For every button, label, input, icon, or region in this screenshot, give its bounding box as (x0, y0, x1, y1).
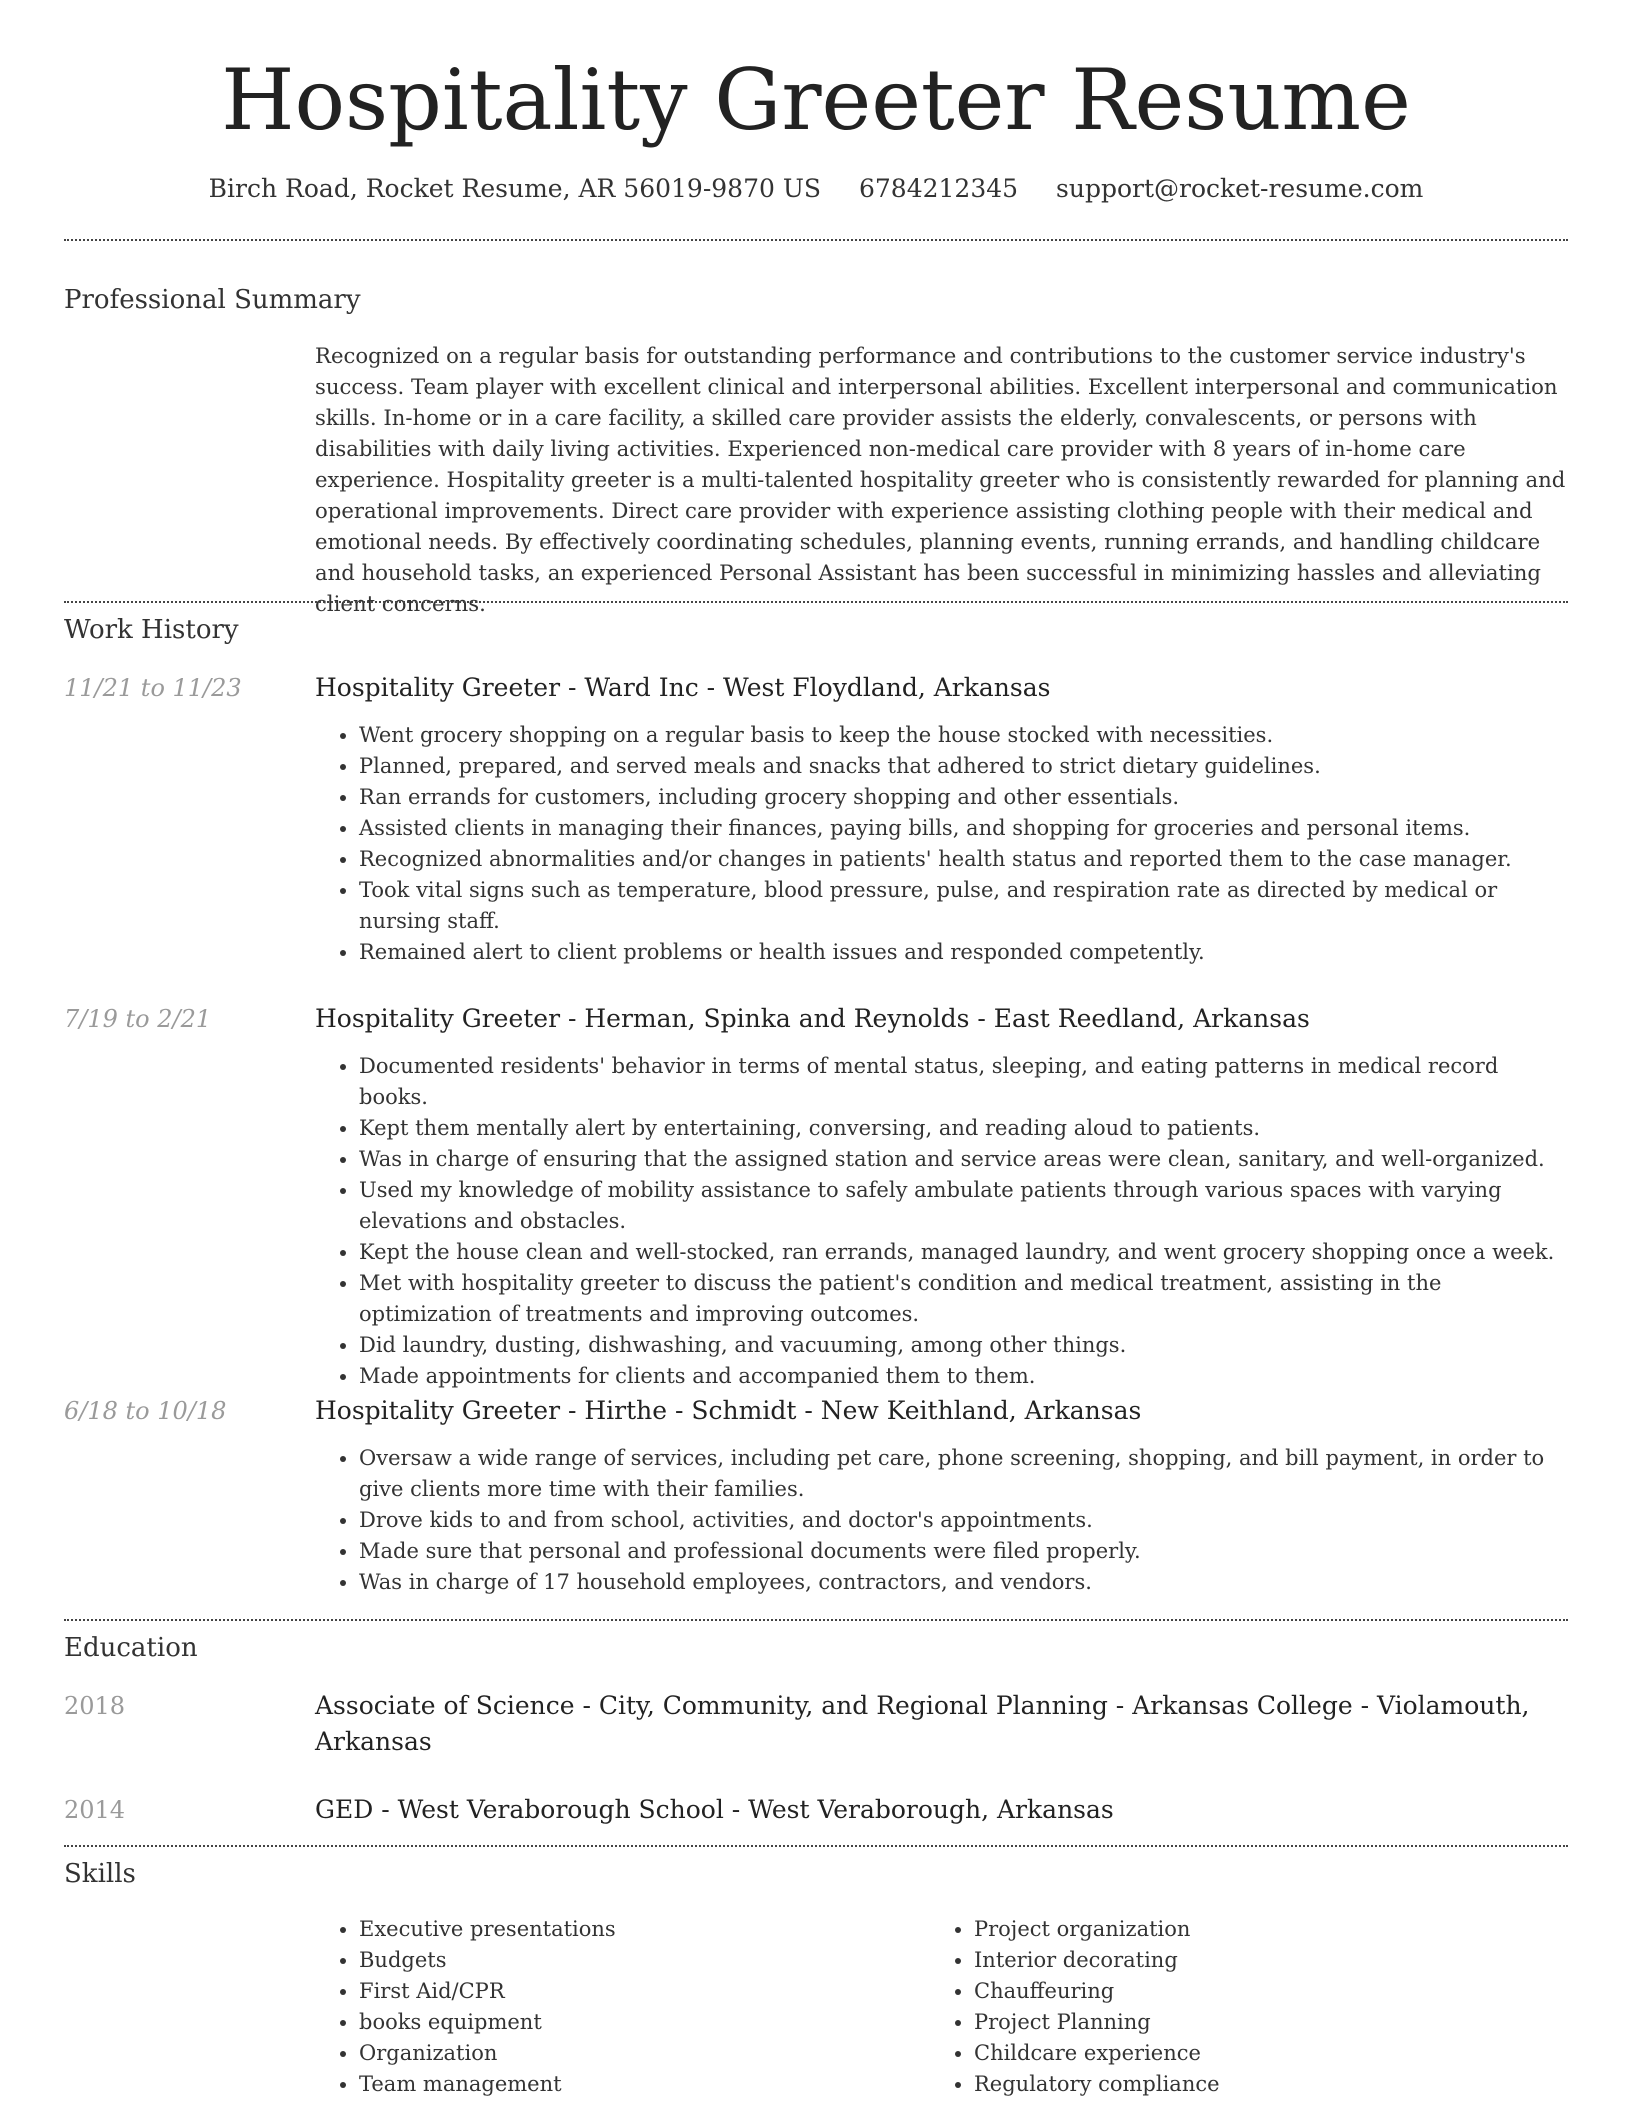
job-title: Hospitality Greeter - Herman, Spinka and Reynolds - East Reedland, Arkansas (315, 1004, 1310, 1033)
skill-item: • Project Planning (974, 2007, 1490, 2038)
job-title: Hospitality Greeter - Hirthe - Schmidt - New Keithland, Arkansas (315, 1396, 1142, 1425)
job-bullet: • Drove kids to and from school, activities, and doctor's appointments. (359, 1505, 1568, 1536)
job-bullet: • Met with hospitality greeter to discuss the patient's condition and medical treatment, assisting in the optimization of treatments and improving outcomes. (359, 1268, 1568, 1330)
education-year: 2014 (64, 1796, 126, 1824)
divider (64, 1845, 1568, 1847)
job-dates: 7/19 to 2/21 (64, 1005, 212, 1033)
divider (64, 1619, 1568, 1621)
job-title: Hospitality Greeter - Ward Inc - West Floydland, Arkansas (315, 673, 1051, 702)
job-bullet: • Made appointments for clients and accompanied them to them. (359, 1361, 1568, 1392)
job-bullet: • Went grocery shopping on a regular basis to keep the house stocked with necessities. (359, 720, 1568, 751)
section-title-work-history: Work History (64, 615, 239, 645)
resume-title: Hospitality Greeter Resume (221, 51, 1411, 149)
job-bullet: • Was in charge of ensuring that the assigned station and service areas were clean, sanitary, and well-organized. (359, 1144, 1568, 1175)
skill-item: • Project organization (974, 1914, 1490, 1945)
skill-item: • books equipment (359, 2007, 875, 2038)
skill-item: • Executive presentations (359, 1914, 875, 1945)
skill-item: • First Aid/CPR (359, 1976, 875, 2007)
skill-item: • Budgets (359, 1945, 875, 1976)
job-bullets (315, 1051, 1568, 1392)
job-bullet: • Recognized abnormalities and/or changes in patients' health status and reported them to the case manager. (359, 844, 1568, 875)
job-bullet: • Assisted clients in managing their finances, paying bills, and shopping for groceries and personal items. (359, 813, 1568, 844)
contact-line (0, 171, 1632, 207)
skill-item: • Organization (359, 2038, 875, 2069)
divider (64, 601, 1568, 603)
job-bullet: • Planned, prepared, and served meals and snacks that adhered to strict dietary guidelines. (359, 751, 1568, 782)
section-title-skills: Skills (64, 1859, 136, 1889)
job-dates: 11/21 to 11/23 (64, 674, 242, 702)
education-entry: Associate of Science - City, Community, and Regional Planning - Arkansas College - Violamouth, Arkansas (315, 1691, 1530, 1756)
job-bullets (315, 720, 1568, 968)
job-bullet: • Used my knowledge of mobility assistance to safely ambulate patients through various spaces with varying elevations and obstacles. (359, 1175, 1568, 1237)
skill-item: • Team management (359, 2069, 875, 2100)
job-bullets (315, 1443, 1568, 1598)
skill-item: • Chauffeuring (974, 1976, 1490, 2007)
skills-list-left (315, 1914, 875, 2100)
job-bullet: • Remained alert to client problems or health issues and responded competently. (359, 937, 1568, 968)
job-bullet: • Did laundry, dusting, dishwashing, and vacuuming, among other things. (359, 1330, 1568, 1361)
summary-text: Recognized on a regular basis for outstanding performance and contributions to the customer service industry's success. Team player with excellent clinical and interpersonal abilities. Excellent interpersonal and communication skills. In-home or in a care facility, a skilled care provider assists the elderly, convalescents, or persons with disabilities with daily living activities. Experienced non-medical care provider with 8 years of in-home care experience. Hospitality greeter is a multi-talented hospitality greeter who is consistently rewarded for planning and operational improvements. Direct care provider with experience assisting clothing people with their medical and emotional needs. By effectively coordinating schedules, planning events, running errands, and handling childcare and household tasks, an experienced Personal Assistant has been successful in minimizing hassles and alleviating client concerns. (315, 343, 1566, 616)
contact-email: support@rocket-resume.com (1056, 174, 1424, 203)
job-bullet: • Took vital signs such as temperature, blood pressure, pulse, and respiration rate as directed by medical or nursing staff. (359, 875, 1568, 937)
skill-item: • Interior decorating (974, 1945, 1490, 1976)
skill-item: • Regulatory compliance (974, 2069, 1490, 2100)
section-title-summary: Professional Summary (64, 285, 361, 315)
job-bullet: • Ran errands for customers, including grocery shopping and other essentials. (359, 782, 1568, 813)
divider (64, 239, 1568, 241)
skill-item: • Childcare experience (974, 2038, 1490, 2069)
job-dates: 6/18 to 10/18 (64, 1397, 227, 1425)
job-bullet: • Documented residents' behavior in terms of mental status, sleeping, and eating patterns in medical record books. (359, 1051, 1568, 1113)
job-bullet: • Made sure that personal and professional documents were filed properly. (359, 1536, 1568, 1567)
skills-list-right (930, 1914, 1490, 2100)
job-bullet: • Kept them mentally alert by entertaining, conversing, and reading aloud to patients. (359, 1113, 1568, 1144)
contact-address: Birch Road, Rocket Resume, AR 56019-9870 US (208, 174, 822, 203)
job-bullet: • Was in charge of 17 household employees, contractors, and vendors. (359, 1567, 1568, 1598)
job-bullet: • Kept the house clean and well-stocked, ran errands, managed laundry, and went grocery shopping once a week. (359, 1237, 1568, 1268)
section-title-education: Education (64, 1633, 198, 1663)
job-bullet: • Oversaw a wide range of services, including pet care, phone screening, shopping, and bill payment, in order to give clients more time with their families. (359, 1443, 1568, 1505)
contact-phone: 6784212345 (859, 174, 1019, 203)
education-year: 2018 (64, 1692, 126, 1720)
education-entry: GED - West Veraborough School - West Veraborough, Arkansas (315, 1795, 1114, 1824)
